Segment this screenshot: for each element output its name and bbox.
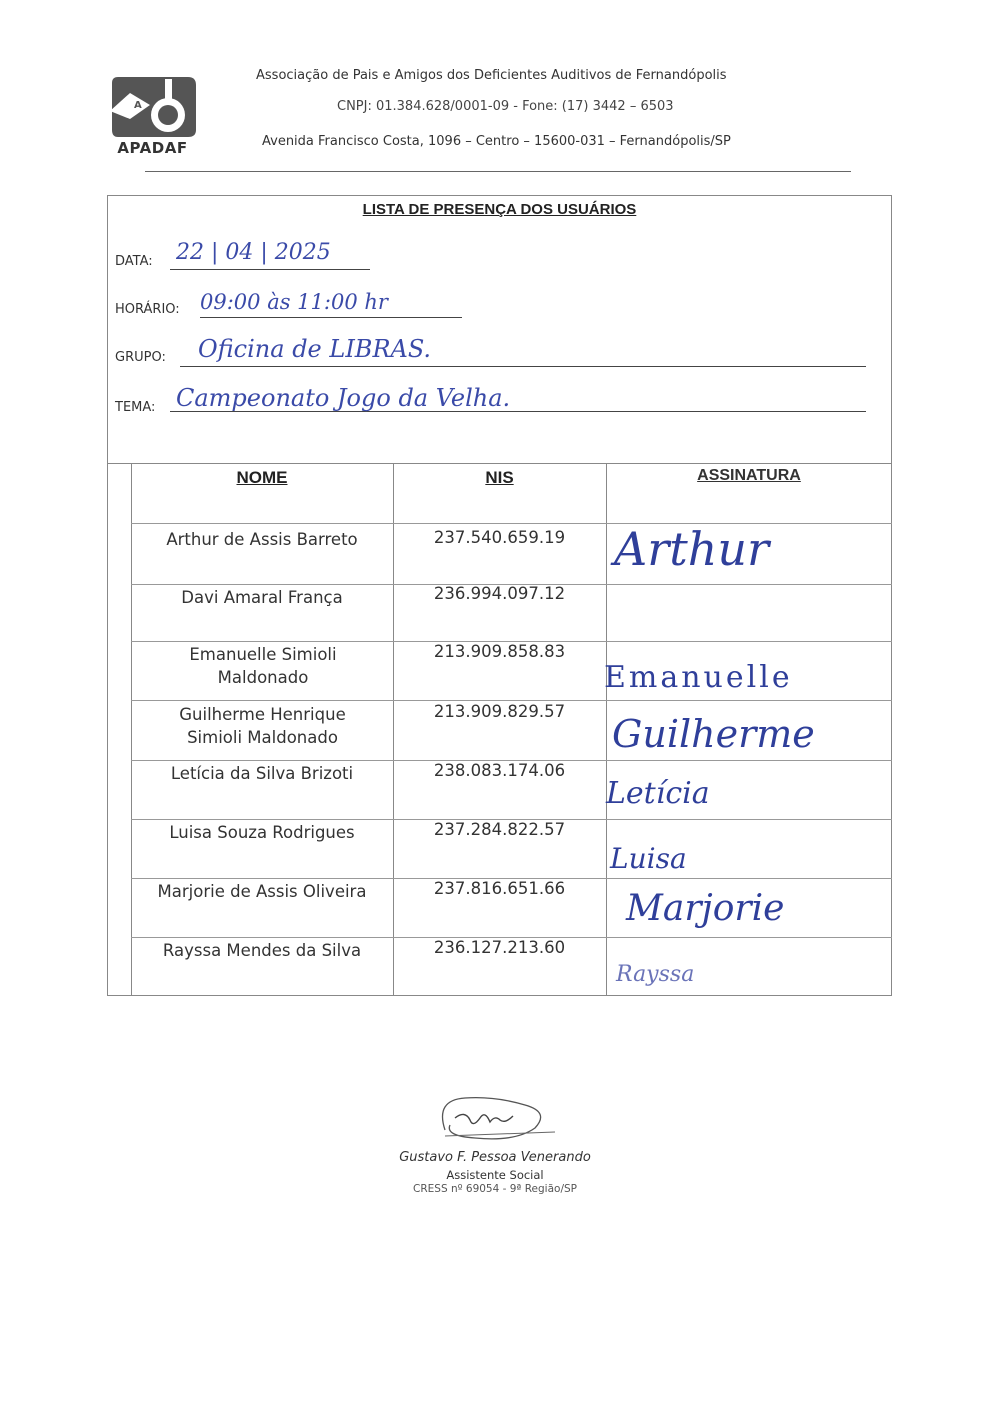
theme-label: TEMA:: [115, 400, 156, 415]
table-row-nis: 238.083.174.06: [433, 761, 566, 780]
table-row-nis: 236.994.097.12: [433, 584, 566, 603]
date-label: DATA:: [115, 254, 153, 269]
table-row-name: Emanuelle Simioli Maldonado: [189, 645, 337, 687]
header-signature: ASSINATURA: [697, 467, 801, 484]
table-col-divider-2: [606, 463, 607, 996]
date-value: 22 | 04 | 2025: [176, 240, 331, 265]
table-row-name: Guilherme Henrique Simioli Maldonado: [179, 705, 346, 747]
table-row-nis: 236.127.213.60: [433, 938, 566, 957]
table-row-signature: Luisa: [610, 842, 687, 875]
social-worker-cress: CRESS nº 69054 - 9ª Região/SP: [413, 1183, 577, 1195]
table-row-signature: Marjorie: [626, 888, 785, 929]
table-row-nis: 237.540.659.19: [433, 528, 566, 547]
table-row-name: Marjorie de Assis Oliveira: [157, 882, 367, 901]
form-box: [107, 195, 892, 463]
table-row-nis: 213.909.829.57: [433, 702, 566, 721]
ear-logo-icon: [108, 75, 198, 138]
table-row-signature: Guilherme: [612, 712, 815, 756]
table-row-signature: Arthur: [614, 522, 769, 576]
time-value: 09:00 às 11:00 hr: [200, 290, 388, 314]
row-divider: [131, 700, 892, 701]
row-divider: [131, 523, 892, 524]
table-row-name: Letícia da Silva Brizoti: [170, 764, 354, 783]
address: Avenida Francisco Costa, 1096 – Centro – 15600-031 – Fernandópolis/SP: [262, 134, 731, 149]
header-name: NOME: [236, 468, 288, 487]
svg-text:A: A: [134, 100, 142, 111]
header-divider: [145, 171, 851, 172]
table-row-name: Luisa Souza Rodrigues: [169, 823, 355, 842]
table-row-signature: Emanuelle: [604, 660, 793, 695]
social-worker-name: Gustavo F. Pessoa Venerando: [399, 1150, 591, 1165]
date-line: [170, 269, 370, 270]
apadaf-logo: [105, 75, 200, 160]
cnpj-phone: CNPJ: 01.384.628/0001-09 - Fone: (17) 3442 – 6503: [337, 99, 674, 114]
table-row-nis: 213.909.858.83: [433, 642, 566, 661]
table-row-name: Rayssa Mendes da Silva: [162, 941, 362, 960]
table-row-nis: 237.816.651.66: [433, 879, 566, 898]
organization-name: Associação de Pais e Amigos dos Deficientes Auditivos de Fernandópolis: [256, 68, 727, 83]
header-nis: NIS: [485, 468, 514, 487]
logo-text: APADAF: [117, 139, 188, 157]
table-row-nis: 237.284.822.57: [433, 820, 566, 839]
time-label: HORÁRIO:: [115, 302, 180, 317]
social-worker-signature-icon: [405, 1080, 585, 1150]
group-line: [180, 366, 866, 367]
theme-value: Campeonato Jogo da Velha.: [176, 384, 511, 412]
time-line: [200, 317, 462, 318]
form-title: LISTA DE PRESENÇA DOS USUÁRIOS: [362, 201, 637, 218]
table-row-signature: Letícia: [606, 776, 710, 811]
table-row-name: Davi Amaral França: [181, 588, 343, 607]
table-row-name: Arthur de Assis Barreto: [166, 530, 358, 549]
group-value: Oficina de LIBRAS.: [198, 335, 432, 363]
table-row-signature: Rayssa: [616, 962, 695, 987]
group-label: GRUPO:: [115, 350, 166, 365]
social-worker-role: Assistente Social: [446, 1168, 544, 1182]
